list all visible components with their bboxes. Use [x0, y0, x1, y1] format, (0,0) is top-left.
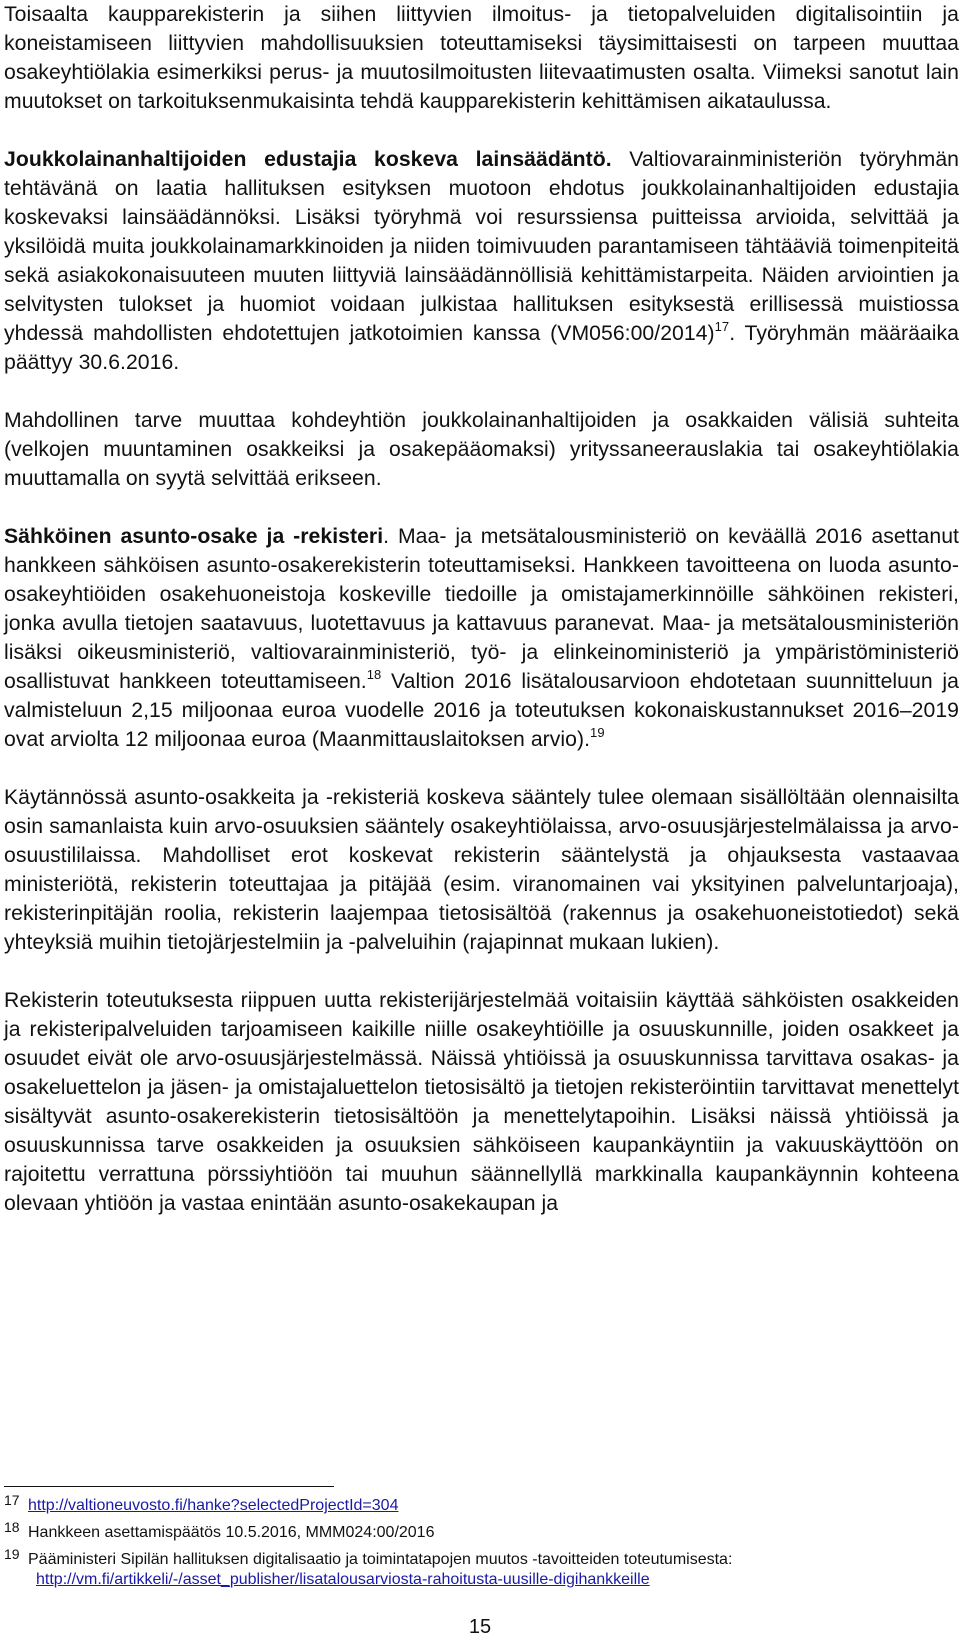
footnotes — [4, 1492, 944, 1597]
paragraph-text: . Maa- ja metsätalousministeriö on keväällä 2016 asettanut hankkeen sähköisen asunto-osakerekisterin toteuttamiseksi. Hankkeen tavoitteena on luoda asunto-osakeyhtiöiden osakehuoneistoja koskeville tiedoille ja omistajamerkinnöille sähköinen rekisteri, jonka avulla tietojen saatavuus, luotettavuus ja kattavuus paranevat. Maa- ja metsätalousministeriön lisäksi oikeusministeriö, valtiovarainministeriö, työ- ja elinkeinoministeriö ja ympäristöministeriö osallistuvat hankkeen toteuttamiseen. — [4, 525, 959, 693]
page-number: 15 — [468, 1616, 492, 1638]
footnote-number: 19 — [4, 1546, 20, 1562]
footnote-text: Pääministeri Sipilän hallituksen digitalisaatio ja toimintatapojen muutos -tavoitteiden toteutumisesta: — [28, 1551, 733, 1568]
footnote-ref-19[interactable]: 19 — [590, 725, 605, 740]
footnote-number: 18 — [4, 1519, 20, 1535]
footnote-19 — [4, 1546, 944, 1590]
paragraph-text: . Työryhmän määräaika päättyy 30.6.2016. — [4, 322, 959, 374]
footnote-text: Hankkeen asettamispäätös 10.5.2016, MMM024:00/2016 — [28, 1524, 435, 1541]
section-heading-asunto-osake: Sähköinen asunto-osake ja -rekisteri — [4, 525, 384, 548]
paragraph-asunto-osake — [4, 522, 959, 754]
paragraph-text: Valtion 2016 lisätalousarvioon ehdotetaan suunnitteluun ja valmisteluun 2,15 miljoonaa euroa vuodelle 2016 ja toteutuksen kokonaiskustannukset 2016–2019 ovat arviolta 12 miljoonaa euroa (Maanmittauslaitoksen arvio). — [4, 670, 959, 751]
paragraph-text: Toisaalta kaupparekisterin ja siihen liittyvien ilmoitus- ja tietopalveluiden digitalisointiin ja koneistamiseen liittyvien mahdollisuuksien toteuttamiseksi täysimittaisesti on tarpeen muuttaa osakeyhtiölakia esimerkiksi perus- ja muutosilmoitusten liitevaatimusten osalta. Viimeksi sanotut lain muutokset on tarkoituksenmukaisinta tehdä kaupparekisterin kehittämisen aikataulussa. — [4, 3, 959, 113]
paragraph-kohdeyhtio — [4, 406, 959, 493]
footnote-18 — [4, 1519, 944, 1543]
paragraph-text: Mahdollinen tarve muuttaa kohdeyhtiön joukkolainanhaltijoiden ja osakkaiden välisiä suhteita (velkojen muuntaminen osakkeiksi ja osakepääomaksi) yrityssaneerauslakia tai osakeyhtiölakia muuttamalla on syytä selvittää erikseen. — [4, 409, 959, 490]
body-text — [4, 0, 959, 1247]
paragraph-kaytannossa — [4, 783, 959, 957]
footnote-ref-18[interactable]: 18 — [366, 667, 382, 682]
paragraph-text: Käytännössä asunto-osakkeita ja -rekisteriä koskeva sääntely tulee olemaan sisällöltään olennaisilta osin samanlaista kuin arvo-osuuksien sääntely osakeyhtiölaissa, arvo-osuusjärjestelmälaissa ja arvo-osuustililaissa. Mahdolliset erot koskevat rekisterin sääntelystä ja ohjauksesta vastaavaa ministeriötä, rekisterin toteuttajaa ja pitäjää (esim. viranomainen vai yksityinen palveluntarjoaja), rekisterinpitäjän roolia, rekisterin laajempaa tietosisältöä (rakennus ja osakehuoneistotiedot) sekä yhteyksiä muihin tietojärjestelmiin ja -palveluihin (rajapinnat mukaan lukien). — [4, 786, 959, 954]
footnote-link[interactable]: http://valtioneuvosto.fi/hanke?selectedProjectId=304 — [28, 1497, 399, 1514]
paragraph-text: Rekisterin toteutuksesta riippuen uutta rekisterijärjestelmää voitaisiin käyttää sähköisten osakkeiden ja rekisteripalveluiden tarjoamiseen kaikille niille osakeyhtiöille ja osuuskunnille, joiden osakkeet ja osuudet eivät ole arvo-osuusjärjestelmässä. Näissä yhtiöissä ja osuuskunnissa tarvittava osakas- ja osakeluettelon ja jäsen- ja omistajaluettelon tietosisältö ja tietojen rekisteröintiin tarvittavat menettelyt sisältyvät asunto-osakerekisterin tietosisältöön ja menettelytapoihin. Lisäksi näissä yhtiöissä ja osuuskunnissa tarve osakkeiden ja osuuksien sähköiseen kaupankäyntiin ja vakuuskäyttöön on rajoitettu verrattuna pörssiyhtiöön tai muuhun säännellyllä markkinalla kaupankäynnin kohteena olevaan yhtiöön ja vastaa enintään asunto-osakekaupan ja — [4, 989, 959, 1215]
paragraph-kaupparekisteri — [4, 0, 959, 116]
footnote-link[interactable]: http://vm.fi/artikkeli/-/asset_publisher/lisatalousarviosta-rahoitusta-uusille-digihankkeille — [36, 1571, 650, 1588]
footnote-number: 17 — [4, 1492, 20, 1508]
paragraph-text: Valtiovarainministeriön työryhmän tehtävänä on laatia hallituksen esityksen muotoon ehdotus joukkolainanhaltijoiden edustajia koskevaksi lainsäädännöksi. Lisäksi työryhmä voi resurssiensa puitteissa arvioida, selvittää ja yksilöidä muita joukkolainamarkkinoiden ja niiden toimivuuden parantamiseen tähtääviä toimenpiteitä sekä asiakokonaisuuteen muuten liittyviä lainsäädännöllisiä kehittämistarpeita. Näiden arviointien ja selvitysten tulokset ja huomiot voidaan julkistaa hallituksen esityksestä erillisessä muistiossa yhdessä mahdollisten ehdotettujen jatkotoimien kanssa (VM056:00/2014) — [4, 148, 960, 345]
footnote-17 — [4, 1492, 944, 1516]
section-heading-joukkolainanhaltijat: Joukkolainanhaltijoiden edustajia koskeva lainsäädäntö. — [4, 148, 612, 171]
footnote-ref-17[interactable]: 17 — [714, 319, 730, 334]
paragraph-rekisterin-toteutus — [4, 986, 959, 1218]
footnote-divider — [4, 1486, 334, 1487]
paragraph-joukkolainanhaltijat — [4, 145, 959, 377]
